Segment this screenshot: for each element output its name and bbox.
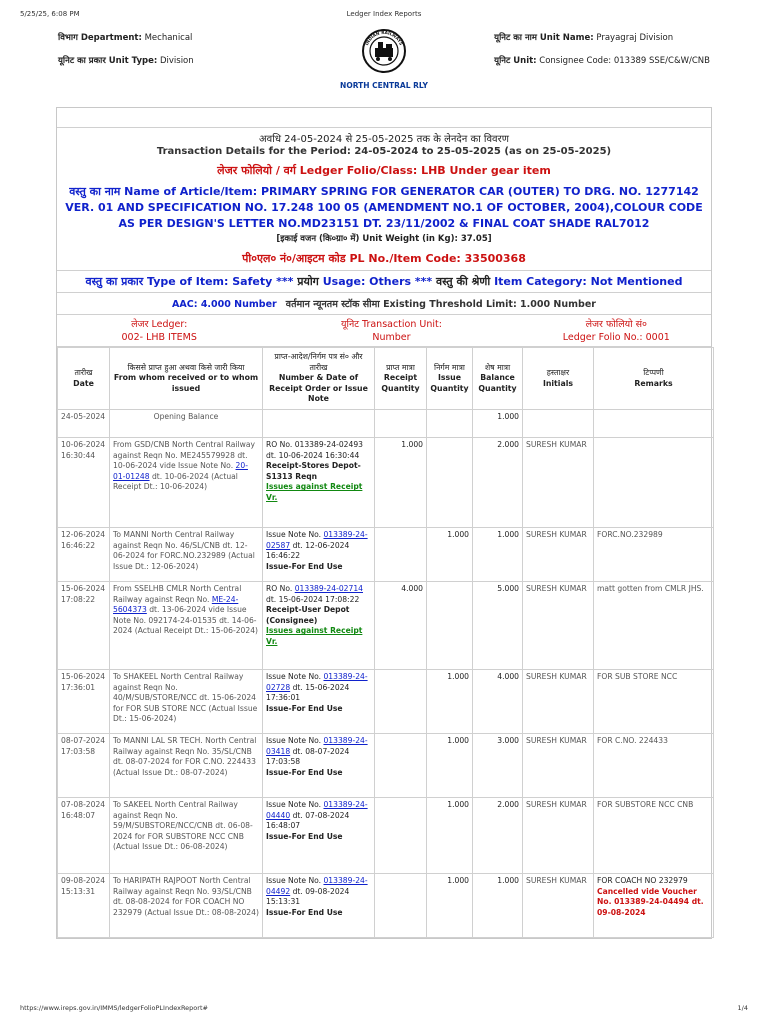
aac-value: AAC: 4.000 Number — [172, 299, 277, 310]
row-issue: 1.000 — [427, 670, 473, 734]
issue-note-link[interactable]: 20-01-01248 — [113, 461, 248, 481]
transaction-unit-label: यूनिट Transaction Unit: — [340, 319, 442, 330]
print-header — [20, 10, 748, 24]
col-document: प्राप्त-आदेश/निर्गम पत्र सं० और तारीख Number & Date of Receipt Order or Issue Note — [263, 348, 375, 410]
row-party: From GSD/CNB North Central Railway against Reqn No. ME245579928 dt. 10-06-2024 vide Issue Note No. 20-01-01248 dt. 10-06-2024 (Actual Receipt Dt.: 10-06-2024) — [110, 438, 263, 528]
row-remarks: FOR SUBSTORE NCC CNB — [594, 798, 714, 874]
issue-note-link[interactable]: 013389-24-04440 — [266, 800, 368, 820]
pl-number: पी०एल० नं०/आइटम कोड PL No./Item Code: 33500368 — [242, 252, 526, 265]
unit-type-value: Division — [159, 56, 194, 66]
row-date: 08-07-2024 17:03:58 — [58, 734, 110, 798]
issue-note-link[interactable]: 013389-24-02728 — [266, 672, 368, 692]
folio-number-cell — [522, 315, 711, 346]
row-date: 15-06-2024 17:08:22 — [58, 582, 110, 670]
row-issue — [427, 582, 473, 670]
row-issue — [427, 438, 473, 528]
row-document: Issue Note No. 013389-24-02728 dt. 15-06-2024 17:36:01 Issue-For End Use — [263, 670, 375, 734]
row-date: 09-08-2024 15:13:31 — [58, 874, 110, 938]
ledger-info-row — [57, 315, 711, 347]
transactions-table — [57, 347, 714, 938]
row-initials: SURESH KUMAR — [523, 582, 594, 670]
col-receipt: प्राप्त मात्रा Receipt Quantity — [375, 348, 427, 410]
ledger-label: लेजर Ledger: — [131, 319, 188, 330]
org-name: NORTH CENTRAL RLY — [340, 81, 428, 90]
unit-value: Consignee Code: 013389 SSE/C&W/CNB — [539, 56, 710, 66]
letterhead — [58, 28, 710, 90]
row-initials: SURESH KUMAR — [523, 734, 594, 798]
blank-row — [57, 108, 711, 128]
row-remarks: matt gotten from CMLR JHS. — [594, 582, 714, 670]
indian-railways-logo-icon — [358, 28, 410, 74]
row-initials: SURESH KUMAR — [523, 438, 594, 528]
table-row — [58, 734, 714, 798]
transaction-unit-cell — [261, 315, 521, 346]
row-issue: 1.000 — [427, 874, 473, 938]
col-remarks: टिप्पणी Remarks — [594, 348, 714, 410]
threshold-limit: वर्तमान न्यूनतम स्टॉक सीमा Existing Threshold Limit: 1.000 Number — [285, 299, 596, 310]
period-hindi: अवधि 24-05-2024 से 25-05-2025 तक के लेनदेन का विवरण — [259, 134, 509, 145]
period-english: Transaction Details for the Period: 24-05-2024 to 25-05-2025 (as on 25-05-2025) — [156, 146, 612, 157]
ro-link[interactable]: 013389-24-02714 — [294, 584, 363, 593]
table-row — [58, 582, 714, 670]
print-title: Ledger Index Reports — [346, 10, 422, 18]
col-initials: हस्ताक्षर Initials — [523, 348, 594, 410]
col-issue: निर्गम मात्रा Issue Quantity — [427, 348, 473, 410]
letterhead-right — [494, 32, 710, 78]
folio-class: लेजर फोलियो / वर्ग Ledger Folio/Class: LHB Under gear item — [217, 164, 551, 177]
row-balance: 2.000 — [473, 798, 523, 874]
row-initials — [523, 410, 594, 438]
row-party: To HARIPATH RAJPOOT North Central Railway against Reqn No. 93/SL/CNB dt. 08-08-2024 for FOR COACH NO 232979 (Actual Issue Dt.: 08-08-2024) — [110, 874, 263, 938]
table-row — [58, 798, 714, 874]
print-footer — [20, 1004, 748, 1016]
row-issue: 1.000 — [427, 734, 473, 798]
svg-text:INDIAN RAILWAYS — [364, 30, 404, 46]
row-party: From SSELHB CMLR North Central Railway against Reqn No. ME-24-5604373 dt. 13-06-2024 vide Issue Note No. 092174-24-01535 dt. 14-06-2024 (Actual Receipt Dt.: 15-06-2024) — [110, 582, 263, 670]
folio-number-value: Ledger Folio No.: 0001 — [562, 332, 670, 343]
col-party: किससे प्राप्त हुआ अथवा किसे जारी किया From whom received or to whom issued — [110, 348, 263, 410]
issues-against-receipt-link[interactable]: Issues against Receipt Vr. — [266, 482, 363, 502]
col-date: तारीख Date — [58, 348, 110, 410]
row-balance: 3.000 — [473, 734, 523, 798]
row-receipt — [375, 670, 427, 734]
row-balance: 5.000 — [473, 582, 523, 670]
issues-against-receipt-link[interactable]: Issues against Receipt Vr. — [266, 626, 363, 646]
row-initials: SURESH KUMAR — [523, 874, 594, 938]
table-header-row — [58, 348, 714, 410]
issue-note-link[interactable]: 013389-24-03418 — [266, 736, 368, 756]
row-remarks: FOR COACH NO 232979 Cancelled vide Voucher No. 013389-24-04494 dt. 09-08-2024 — [594, 874, 714, 938]
unit-name-label: यूनिट का नाम Unit Name: — [494, 33, 594, 43]
row-receipt — [375, 528, 427, 582]
issue-note-link[interactable]: 013389-24-04492 — [266, 876, 368, 896]
row-document: Issue Note No. 013389-24-04492 dt. 09-08-2024 15:13:31 Issue-For End Use — [263, 874, 375, 938]
row-remarks — [594, 438, 714, 528]
row-remarks: FOR C.NO. 224433 — [594, 734, 714, 798]
ledger-value: 002- LHB ITEMS — [121, 332, 197, 343]
table-row — [58, 874, 714, 938]
usage: Usage: Others *** — [322, 275, 433, 288]
row-receipt — [375, 874, 427, 938]
cancelled-note: Cancelled vide Voucher No. 013389-24-04494 dt. 09-08-2024 — [597, 886, 704, 917]
table-row — [58, 528, 714, 582]
row-remarks: FOR SUB STORE NCC — [594, 670, 714, 734]
row-document: RO No. 013389-24-02493 dt. 10-06-2024 16:30:44 Receipt-Stores Depot-S1313 Reqn Issues against Receipt Vr. — [263, 438, 375, 528]
row-issue: 1.000 — [427, 528, 473, 582]
row-balance: 1.000 — [473, 874, 523, 938]
unit-label: यूनिट Unit: — [494, 56, 537, 66]
department-value: Mechanical — [144, 33, 193, 43]
usage-hindi: प्रयोग — [297, 275, 319, 288]
row-party: To MANNI LAL SR TECH. North Central Railway against Reqn No. 35/SL/CNB dt. 08-07-2024 for FOR C.NO. 224433 (Actual Issue Dt.: 08-07-2024) — [110, 734, 263, 798]
table-row — [58, 438, 714, 528]
logo-text: INDIAN RAILWAYS — [364, 29, 404, 46]
item-type: वस्तु का प्रकार Type of Item: Safety *** — [85, 275, 294, 288]
unit-type-label: यूनिट का प्रकार Unit Type: — [58, 56, 158, 66]
row-party: To SHAKEEL North Central Railway against Reqn No. 40/M/SUB/STORE/NCC dt. 15-06-2024 for FOR SUB STORE NCC (Actual Issue Dt.: 15-06-2024) — [110, 670, 263, 734]
row-document: RO No. 013389-24-02714 dt. 15-06-2024 17:08:22 Receipt-User Depot (Consignee) Issues against Receipt Vr. — [263, 582, 375, 670]
folio-number-label: लेजर फोलियो सं० — [585, 319, 647, 330]
print-url: https://www.ireps.gov.in/IMMS/ledgerFolioPLIndexReport# — [20, 1004, 208, 1012]
row-date: 07-08-2024 16:48:07 — [58, 798, 110, 874]
row-party: To MANNI North Central Railway against Reqn No. 46/SL/CNB dt. 12-06-2024 for FORC.NO.232989 (Actual Issue Dt.: 12-06-2024) — [110, 528, 263, 582]
item-name: वस्तु का नाम Name of Article/Item: PRIMARY SPRING FOR GENERATOR CAR (OUTER) TO DRG. NO. 1277142 VER. 01 AND SPECIFICATION NO. 17.248 100 05 (AMENDMENT NO.1 OF OCTOBER, 2004),COLOUR CODE AS PER DESIGN'S LETTER NO.MD23151 DT. 23/11/2002 & FINAL COAT SHADE RAL7012 — [65, 185, 703, 230]
reqn-link[interactable]: ME-24-5604373 — [113, 594, 239, 615]
ledger-report — [56, 107, 712, 939]
unit-weight: [इकाई वजन (कि०ग्रा० में) Unit Weight (in Kg): 37.05] — [276, 234, 492, 244]
row-issue — [427, 410, 473, 438]
print-page-number: 1/4 — [737, 1004, 748, 1012]
row-balance: 2.000 — [473, 438, 523, 528]
row-remarks: FORC.NO.232989 — [594, 528, 714, 582]
category-hindi: वस्तु की श्रेणी — [436, 275, 491, 288]
row-balance: 1.000 — [473, 528, 523, 582]
unit-name-value: Prayagraj Division — [596, 33, 674, 43]
row-document: Issue Note No. 013389-24-02587 dt. 12-06-2024 16:46:22 Issue-For End Use — [263, 528, 375, 582]
row-initials: SURESH KUMAR — [523, 798, 594, 874]
row-receipt — [375, 410, 427, 438]
row-balance: 4.000 — [473, 670, 523, 734]
col-balance: शेष मात्रा Balance Quantity — [473, 348, 523, 410]
print-datetime: 5/25/25, 6:08 PM — [20, 10, 80, 18]
report-title-block — [57, 128, 711, 271]
ledger-cell — [57, 315, 261, 346]
item-type-row — [57, 271, 711, 293]
aac-row — [57, 293, 711, 315]
row-receipt — [375, 798, 427, 874]
transaction-unit-value: Number — [372, 332, 411, 343]
row-party: To SAKEEL North Central Railway against Reqn No. 59/M/SUBSTORE/NCC/CNB dt. 06-08-2024 for FOR SUBSTORE NCC CNB (Actual Issue Dt.: 06-08-2024) — [110, 798, 263, 874]
row-date: 10-06-2024 16:30:44 — [58, 438, 110, 528]
row-party: Opening Balance — [110, 410, 263, 438]
row-remarks — [594, 410, 714, 438]
row-initials: SURESH KUMAR — [523, 528, 594, 582]
table-row — [58, 410, 714, 438]
row-document — [263, 410, 375, 438]
row-balance: 1.000 — [473, 410, 523, 438]
row-initials: SURESH KUMAR — [523, 670, 594, 734]
table-row — [58, 670, 714, 734]
row-document: Issue Note No. 013389-24-04440 dt. 07-08-2024 16:48:07 Issue-For End Use — [263, 798, 375, 874]
department-label: विभाग Department: — [58, 33, 142, 43]
row-issue: 1.000 — [427, 798, 473, 874]
row-receipt: 4.000 — [375, 582, 427, 670]
row-date: 24-05-2024 — [58, 410, 110, 438]
item-category: Item Category: Not Mentioned — [494, 275, 683, 288]
row-receipt — [375, 734, 427, 798]
issue-note-link[interactable]: 013389-24-02587 — [266, 530, 368, 550]
row-document: Issue Note No. 013389-24-03418 dt. 08-07-2024 17:03:58 Issue-For End Use — [263, 734, 375, 798]
row-date: 12-06-2024 16:46:22 — [58, 528, 110, 582]
row-date: 15-06-2024 17:36:01 — [58, 670, 110, 734]
row-receipt: 1.000 — [375, 438, 427, 528]
